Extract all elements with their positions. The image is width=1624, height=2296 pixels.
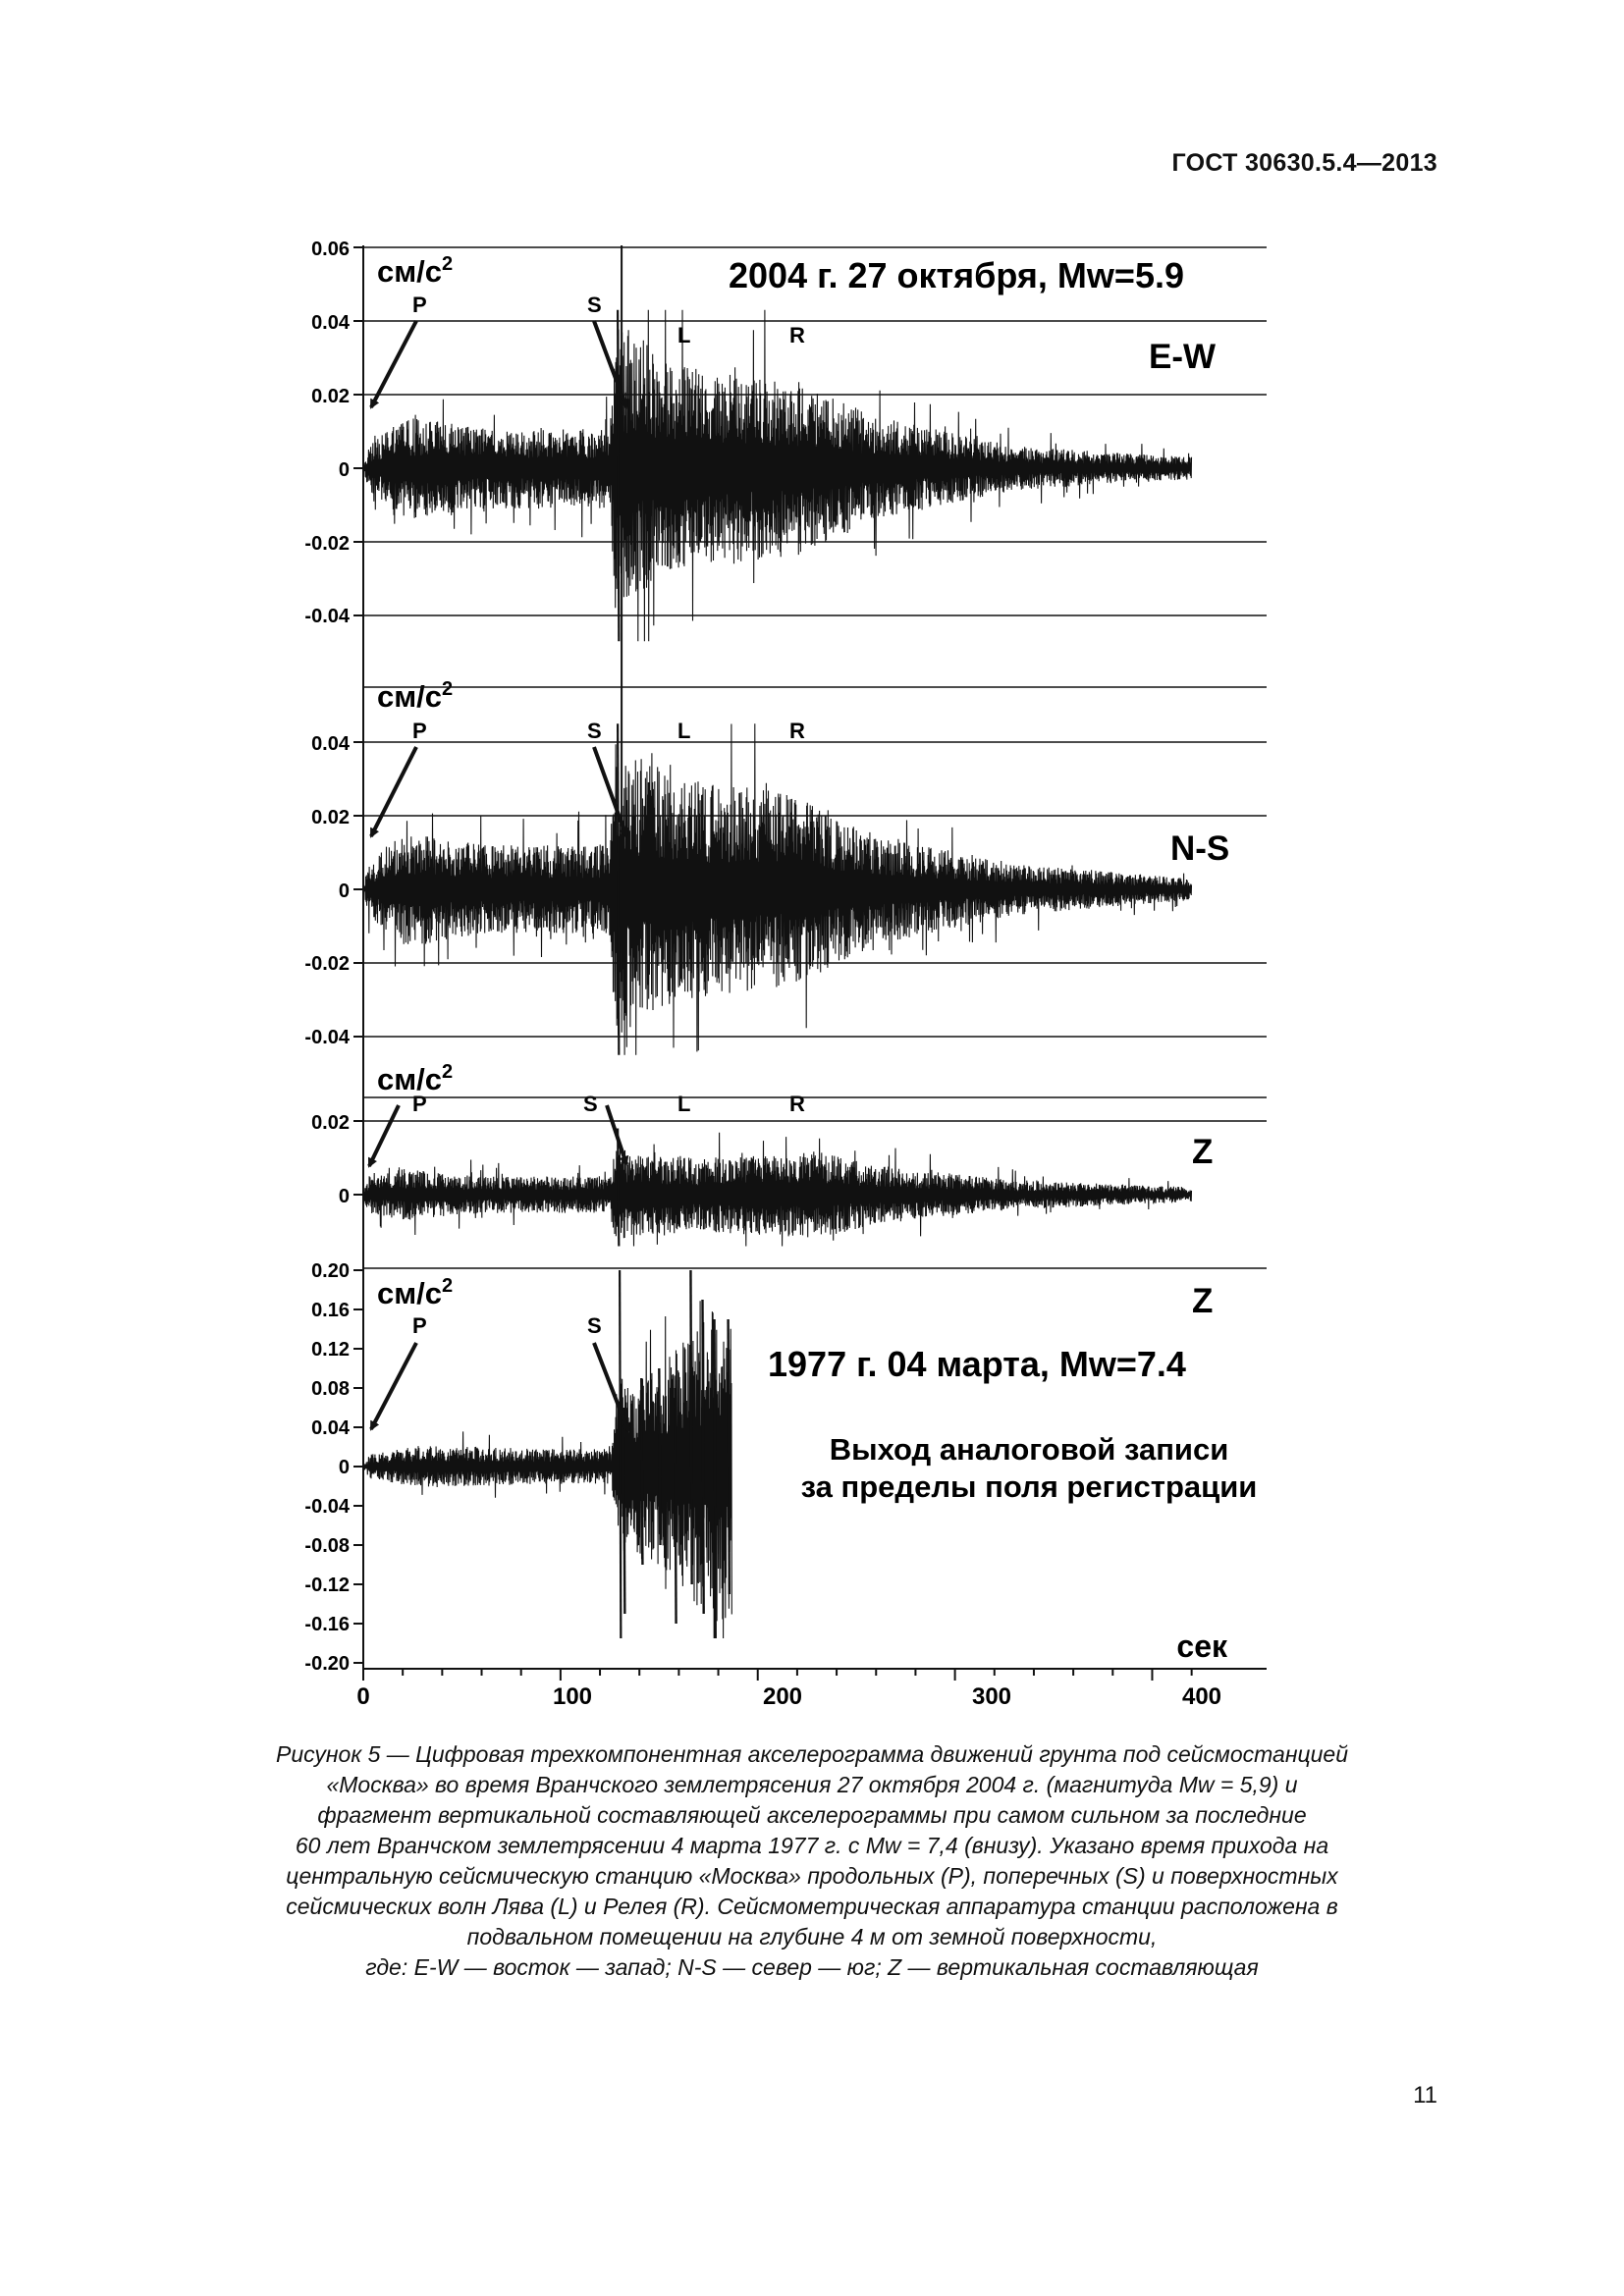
ns-ytick-label: -0.04: [304, 1027, 350, 1048]
ew-marker-r: R: [789, 323, 805, 347]
z2004-component-label: Z: [1192, 1133, 1214, 1171]
z1977-clipped-spike: [641, 1378, 642, 1565]
ew-ytick-label: -0.04: [304, 606, 350, 627]
xtick-label: 300: [971, 1683, 1012, 1710]
z2004-marker-l: L: [677, 1092, 691, 1116]
ew-title: 2004 г. 27 октября, Mw=5.9: [729, 255, 1184, 295]
caption-line: фрагмент вертикальной составляющей акселерограммы при самом сильном за последние: [317, 1802, 1307, 1828]
x-axis-label: сек: [1176, 1629, 1227, 1664]
ew-marker-p: P: [412, 293, 427, 317]
z2004-ytick-label: 0: [338, 1186, 350, 1207]
ew-yticks: [304, 239, 350, 627]
ns-ytick-label: -0.02: [304, 953, 350, 975]
xtick-label: 400: [1181, 1683, 1222, 1710]
ns-peak-spike: [618, 723, 619, 1055]
ns-marker-p: P: [412, 719, 427, 743]
z1977-note-line-2: за пределы поля регистрации: [800, 1469, 1258, 1504]
ns-arrow-p: [371, 747, 416, 836]
ew-marker-l: L: [677, 323, 691, 347]
ew-ytick-label: 0: [338, 459, 350, 481]
z1977-arrow-p: [371, 1343, 416, 1429]
ns-marker-s: S: [587, 719, 602, 743]
ns-ytick-label: 0: [338, 881, 350, 902]
ns-ylabel-text: см/с: [377, 679, 443, 714]
z1977-ytick-label: 0.16: [311, 1300, 350, 1321]
z1977-ylabel-text: см/с: [377, 1276, 443, 1310]
ew-ylabel-superscript: 2: [442, 253, 454, 275]
z1977-ytick-label: -0.20: [304, 1653, 350, 1675]
z1977-ytick-label: -0.12: [304, 1575, 350, 1596]
z2004-marker-r: R: [789, 1092, 805, 1116]
ew-trace: [363, 310, 1192, 642]
ns-ylabel: [377, 678, 453, 714]
ew-ytick-label: 0.06: [311, 239, 350, 260]
ew-ytick-label: 0.02: [311, 386, 350, 407]
z1977-clipped-spike: [675, 1388, 676, 1624]
z1977-ylabel-superscript: 2: [442, 1275, 454, 1297]
caption-line: центральную сейсмическую станцию «Москва» продольных (P), поперечных (S) и поверхностных: [286, 1863, 1338, 1889]
caption-line: где: E-W — восток — запад; N-S — север — юг; Z — вертикальная составляющая: [365, 1954, 1259, 1980]
z2004-yticks: [311, 1112, 350, 1207]
z1977-ytick-label: 0.04: [311, 1417, 350, 1439]
ns-yticks: [304, 733, 350, 1048]
ns-ytick-label: 0.04: [311, 733, 350, 755]
xtick-label: 100: [552, 1683, 593, 1710]
z2004-ylabel-text: см/с: [377, 1062, 443, 1096]
z2004-arrow-p: [369, 1105, 399, 1166]
z1977-marker-s: S: [587, 1313, 602, 1338]
caption-line: подвальном помещении на глубине 4 м от земной поверхности,: [466, 1924, 1158, 1949]
z1977-peak-spike: [620, 1270, 621, 1638]
ew-ytick-label: 0.04: [311, 312, 350, 334]
z1977-yticks: [304, 1260, 350, 1675]
ew-ylabel: [377, 253, 453, 289]
panel-z1977: [304, 1260, 1257, 1675]
z1977-component-label: Z: [1192, 1282, 1214, 1320]
ew-trace-line: [363, 310, 1192, 642]
caption-line: сейсмических волн Лява (L) и Релея (R). Сейсмометрическая аппаратура станции расположена в: [286, 1894, 1338, 1919]
z2004-trace: [363, 1129, 1192, 1247]
caption-line: Рисунок 5 — Цифровая трехкомпонентная акселерограмма движений грунта под сейсмостанцией: [276, 1741, 1348, 1767]
ew-ylabel-text: см/с: [377, 254, 443, 289]
z1977-note-line-1: Выход аналоговой записи: [829, 1432, 1229, 1467]
ew-peak-spike: [618, 310, 619, 642]
z1977-marker-p: P: [412, 1313, 427, 1338]
page-number: 11: [1413, 2082, 1437, 2109]
xtick-label: 200: [762, 1683, 803, 1710]
z2004-marker-p: P: [412, 1092, 427, 1116]
figure-caption: [147, 1739, 1477, 1983]
ns-marker-r: R: [789, 719, 805, 743]
panel-ns: [304, 678, 1267, 1099]
ew-marker-s: S: [587, 293, 602, 317]
document-code-header: ГОСТ 30630.5.4—2013: [1171, 149, 1437, 177]
xtick-label: 0: [356, 1683, 370, 1710]
panel-z2004: [311, 1061, 1267, 1268]
z1977-ytick-label: 0.08: [311, 1378, 350, 1400]
z1977-clipped-spike: [659, 1368, 660, 1545]
z1977-clipped-spike: [715, 1319, 716, 1638]
z1977-ytick-label: 0.12: [311, 1339, 350, 1361]
z1977-arrow-s: [594, 1343, 628, 1431]
z1977-clipped-spike: [702, 1300, 703, 1614]
ns-ytick-label: 0.02: [311, 807, 350, 828]
z2004-marker-s: S: [583, 1092, 598, 1116]
z1977-clipped-spike: [623, 1408, 624, 1614]
z2004-ylabel-superscript: 2: [442, 1061, 454, 1083]
ns-marker-l: L: [677, 719, 691, 743]
ew-component-label: E-W: [1149, 338, 1217, 376]
z1977-ytick-label: -0.16: [304, 1614, 350, 1635]
z2004-ytick-label: 0.02: [311, 1112, 350, 1134]
z1977-ytick-label: 0: [338, 1457, 350, 1478]
z1977-ytick-label: -0.04: [304, 1496, 350, 1518]
z1977-ytick-label: -0.08: [304, 1535, 350, 1557]
z2004-trace-line: [363, 1133, 1192, 1247]
z1977-grid: [353, 1268, 363, 1669]
ew-ytick-label: -0.02: [304, 533, 350, 555]
z1977-clipped-spike: [729, 1319, 730, 1594]
ns-component-label: N-S: [1170, 829, 1230, 868]
z1977-clipped-spike: [690, 1270, 691, 1584]
ns-ylabel-superscript: 2: [442, 678, 454, 700]
ns-trace: [363, 723, 1192, 1055]
z1977-ylabel: [377, 1275, 453, 1310]
caption-line: «Москва» во время Вранчского землетрясения 27 октября 2004 г. (магнитуда Mw = 5,9) и: [326, 1772, 1298, 1797]
z1977-ytick-label: 0.20: [311, 1260, 350, 1282]
z1977-title: 1977 г. 04 марта, Mw=7.4: [768, 1344, 1186, 1384]
ns-trace-line: [363, 723, 1192, 1055]
caption-line: 60 лет Вранчском землетрясении 4 марта 1977 г. с Mw = 7,4 (внизу). Указано время прихода на: [295, 1833, 1329, 1858]
